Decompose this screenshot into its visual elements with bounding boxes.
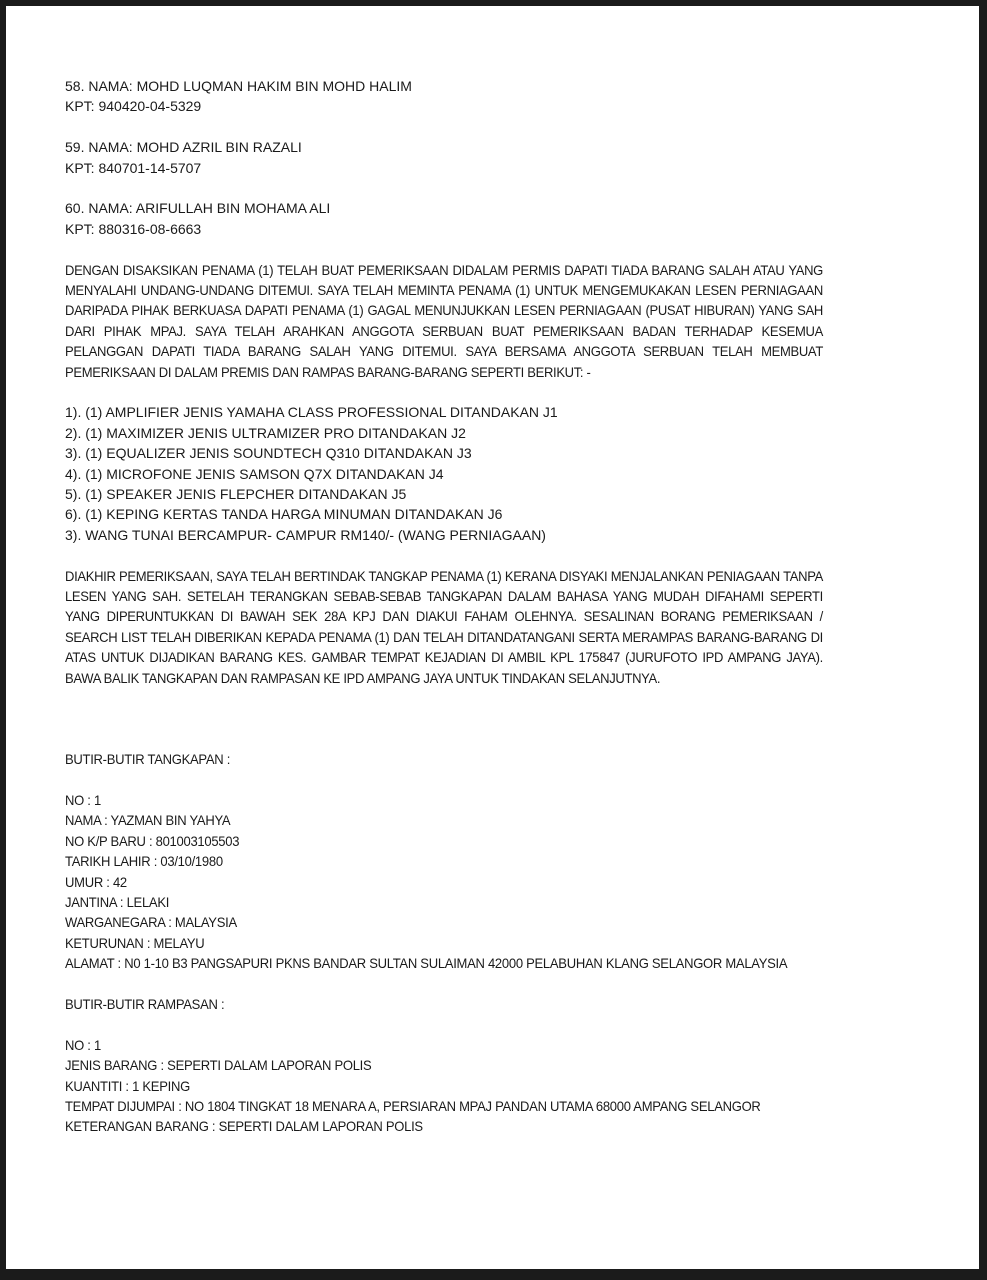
seizure-quantity: KUANTITI : 1 KEPING xyxy=(65,1077,190,1094)
witness-entry xyxy=(65,76,823,117)
arrest-citizenship: WARGANEGARA : MALAYSIA xyxy=(65,914,237,931)
seizure-no: NO : 1 xyxy=(65,1036,101,1053)
seizure-location: TEMPAT DIJUMPAI : NO 1804 TINGKAT 18 MENARA A, PERSIARAN MPAJ PANDAN UTAMA 68000 AMPANG SELANGOR xyxy=(65,1097,761,1114)
arrest-gender: JANTINA : LELAKI xyxy=(65,893,170,910)
arrest-ethnicity: KETURUNAN : MELAYU xyxy=(65,934,205,951)
seizure-details xyxy=(65,994,823,1137)
witness-kpt: KPT: 880316-08-6663 xyxy=(65,220,202,237)
document-content xyxy=(65,76,823,1137)
witness-kpt: KPT: 940420-04-5329 xyxy=(65,98,202,115)
seized-item: 4). (1) MICROFONE JENIS SAMSON Q7X DITANDAKAN J4 xyxy=(65,465,444,482)
seized-item: 6). (1) KEPING KERTAS TANDA HARGA MINUMAN DITANDAKAN J6 xyxy=(65,506,503,523)
witness-name: 59. NAMA: MOHD AZRIL BIN RAZALI xyxy=(65,139,302,156)
arrest-age: UMUR : 42 xyxy=(65,873,127,890)
arrest-no: NO : 1 xyxy=(65,791,101,808)
seized-item: 1). (1) AMPLIFIER JENIS YAMAHA CLASS PROFESSIONAL DITANDAKAN J1 xyxy=(65,404,558,421)
seizure-description: KETERANGAN BARANG : SEPERTI DALAM LAPORAN POLIS xyxy=(65,1118,423,1135)
arrest-details xyxy=(65,749,823,973)
seizure-item-type: JENIS BARANG : SEPERTI DALAM LAPORAN POLIS xyxy=(65,1057,372,1074)
seized-item: 5). (1) SPEAKER JENIS FLEPCHER DITANDAKAN J5 xyxy=(65,486,407,503)
seized-items-list xyxy=(65,402,823,545)
arrest-paragraph: DIAKHIR PEMERIKSAAN, SAYA TELAH BERTINDAK TANGKAP PENAMA (1) KERANA DISYAKI MENJALANKAN PENIAGAAN TANPA LESEN YANG SAH. SETELAH TERANGKAN SEBAB-SEBAB TANGKAPAN DALAM BAHASA YANG MUDAH DIFAHAMI SEPERTI YANG DIPERUNTUKKAN DI BAWAH SEK 28A KPJ DAN DIAKUI FAHAM OLEHNYA. SESALINAN BORANG PEMERIKSAAN / SEARCH LIST TELAH DIBERIKAN KEPADA PENAMA (1) DAN TELAH DITANDATANGANI SERTA MERAMPAS BARANG-BARANG DI ATAS UNTUK DIJADIKAN BARANG KES. GAMBAR TEMPAT KEJADIAN DI AMBIL KPL 175847 (JURUFOTO IPD AMPANG JAYA). BAWA BALIK TANGKAPAN DAN RAMPASAN KE IPD AMPANG JAYA UNTUK TINDAKAN SELANJUTNYA. xyxy=(65,567,823,686)
seizure-details-heading: BUTIR-BUTIR RAMPASAN : xyxy=(65,995,225,1012)
seized-item: 3). WANG TUNAI BERCAMPUR- CAMPUR RM140/- (WANG PERNIAGAAN) xyxy=(65,526,546,543)
seized-item: 3). (1) EQUALIZER JENIS SOUNDTECH Q310 DITANDAKAN J3 xyxy=(65,445,472,462)
witness-kpt: KPT: 840701-14-5707 xyxy=(65,159,202,176)
arrest-birth-date: TARIKH LAHIR : 03/10/1980 xyxy=(65,853,223,870)
document-page xyxy=(6,6,979,1269)
witness-name: 60. NAMA: ARIFULLAH BIN MOHAMA ALI xyxy=(65,200,331,217)
witness-name: 58. NAMA: MOHD LUQMAN HAKIM BIN MOHD HALIM xyxy=(65,78,412,94)
arrest-details-heading: BUTIR-BUTIR TANGKAPAN : xyxy=(65,751,231,768)
arrest-name: NAMA : YAZMAN BIN YAHYA xyxy=(65,812,231,829)
witness-entry xyxy=(65,198,823,239)
seized-item: 2). (1) MAXIMIZER JENIS ULTRAMIZER PRO DITANDAKAN J2 xyxy=(65,424,466,441)
arrest-address: ALAMAT : N0 1-10 B3 PANGSAPURI PKNS BANDAR SULTAN SULAIMAN 42000 PELABUHAN KLANG SELANGOR MALAYSIA xyxy=(65,955,788,972)
witness-entry xyxy=(65,137,823,178)
inspection-paragraph: DENGAN DISAKSIKAN PENAMA (1) TELAH BUAT PEMERIKSAAN DIDALAM PERMIS DAPATI TIADA BARANG SALAH ATAU YANG MENYALAHI UNDANG-UNDANG DITEMUI. SAYA TELAH MEMINTA PENAMA (1) UNTUK MENGEMUKAKAN LESEN PERNIAGAAN DARIPADA PIHAK BERKUASA DAPATI PENAMA (1) GAGAL MENUNJUKKAN LESEN PERNIAGAAN (PUSAT HIBURAN) YANG SAH DARI PIHAK MPAJ. SAYA TELAH ARAHKAN ANGGOTA SERBUAN BUAT PEMERIKSAAN BADAN TERHADAP KESEMUA PELANGGAN DAPATI TIADA BARANG SALAH YANG DITEMUI. SAYA BERSAMA ANGGOTA SERBUAN TELAH MEMBUAT PEMERIKSAAN DI DALAM PREMIS DAN RAMPAS BARANG-BARANG SEPERTI BERIKUT: - xyxy=(65,261,823,380)
arrest-ic-number: NO K/P BARU : 801003105503 xyxy=(65,832,240,849)
